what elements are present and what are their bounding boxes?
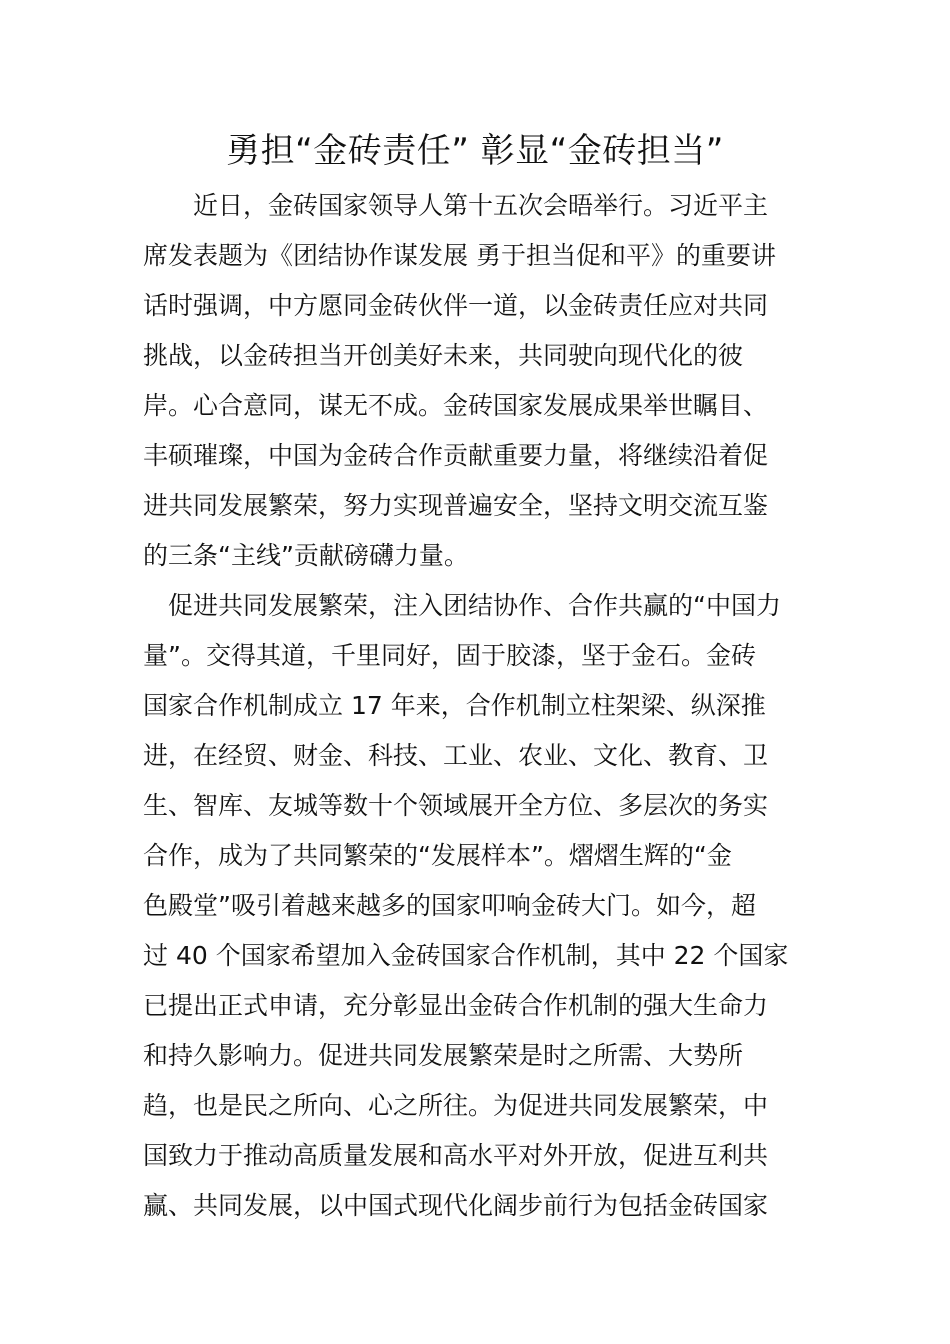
text-line: 色殿堂”吸引着越来越多的国家叩响金砖大门。如今，超	[143, 891, 756, 920]
text-line: 趋，也是民之所向、心之所往。为促进共同发展繁荣，中	[143, 1091, 769, 1120]
text-line: 国致力于推动高质量发展和高水平对外开放，促进互利共	[143, 1141, 769, 1170]
document-body	[143, 181, 808, 1231]
text-line: 和持久影响力。促进共同发展繁荣是时之所需、大势所	[143, 1041, 744, 1070]
text-line: 话时强调，中方愿同金砖伙伴一道，以金砖责任应对共同	[143, 291, 769, 320]
text-line: 席发表题为《团结协作谋发展 勇于担当促和平》的重要讲	[143, 241, 776, 270]
text-line: 进，在经贸、财金、科技、工业、农业、文化、教育、卫	[143, 741, 769, 770]
text-line: 近日，金砖国家领导人第十五次会晤举行。习近平主	[143, 191, 769, 220]
text-line: 丰硕璀璨，中国为金砖合作贡献重要力量，将继续沿着促	[143, 441, 769, 470]
text-line: 赢、共同发展，以中国式现代化阔步前行为包括金砖国家	[143, 1191, 769, 1220]
text-line: 挑战，以金砖担当开创美好未来，共同驶向现代化的彼	[143, 341, 744, 370]
text-line: 促进共同发展繁荣，注入团结协作、合作共赢的“中国力	[143, 591, 781, 620]
text-line: 生、智库、友城等数十个领域展开全方位、多层次的务实	[143, 791, 769, 820]
document-title: 勇担“金砖责任” 彰显“金砖担当”	[226, 131, 724, 171]
text-line: 过 40 个国家希望加入金砖国家合作机制，其中 22 个国家	[143, 941, 789, 970]
text-line: 岸。心合意同，谋无不成。金砖国家发展成果举世瞩目、	[143, 391, 769, 420]
text-line: 的三条“主线”贡献磅礴力量。	[143, 541, 469, 570]
text-line: 已提出正式申请，充分彰显出金砖合作机制的强大生命力	[143, 991, 769, 1020]
text-line: 量”。交得其道，千里同好，固于胶漆，坚于金石。金砖	[143, 641, 756, 670]
text-line: 国家合作机制成立 17 年来，合作机制立柱架梁、纵深推	[143, 691, 766, 720]
text-line: 进共同发展繁荣，努力实现普遍安全，坚持文明交流互鉴	[143, 491, 769, 520]
text-line: 合作，成为了共同繁荣的“发展样本”。熠熠生辉的“金	[143, 841, 732, 870]
